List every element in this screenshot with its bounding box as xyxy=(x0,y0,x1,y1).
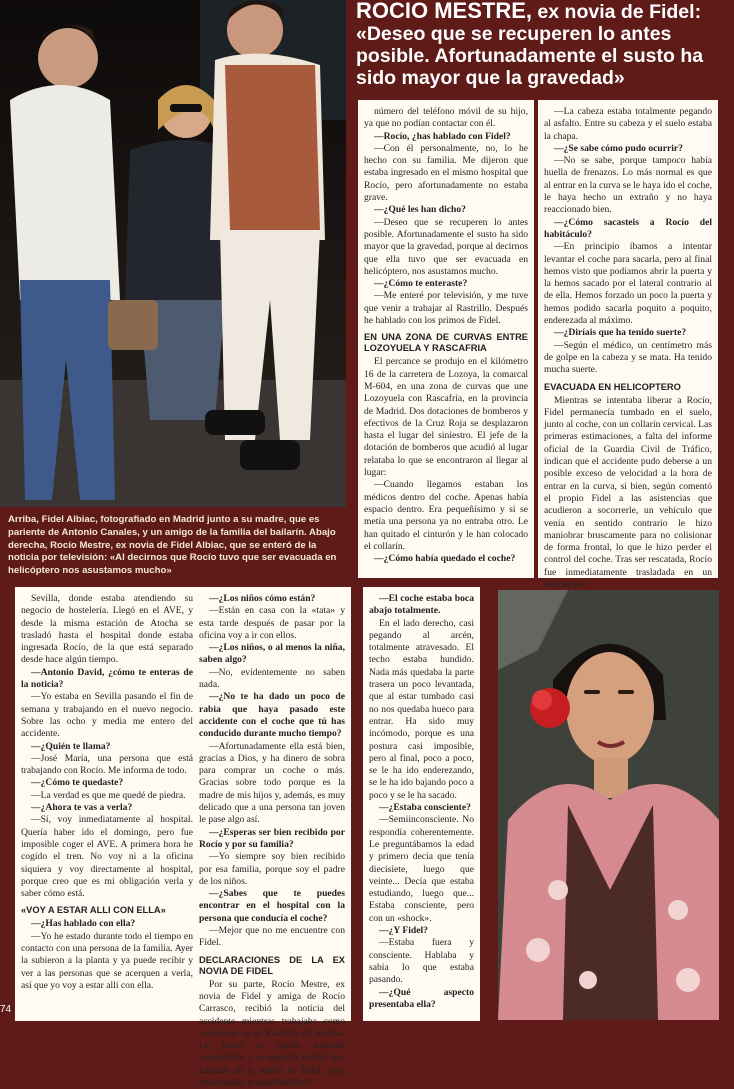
article-column-5 xyxy=(363,587,480,1021)
paragraph: —Deseo que se recuperen lo antes posible. Afortunadamente el susto ha sido mayor que la gravedad, porque al decirnos que ella tuvo que ser evacuada en helicóptero, nos asustamos mucho. xyxy=(364,216,528,277)
paragraph: —La verdad es que me quedé de piedra. xyxy=(31,789,186,801)
paragraph: —Con él personalmente, no, lo he hecho con su familia. Me dijeron que estaba ingresado en el mismo hospital que Rocío, pero afortunadamente no estaba grave. xyxy=(364,142,528,204)
article-column-1 xyxy=(358,100,534,578)
paragraph: —Me enteré por televisión, y me tuve que venir a trabajar al Rastrillo. Después he hablado con los primos de Fidel. xyxy=(364,290,528,327)
interview-question: —¿Y Fidel? xyxy=(379,925,428,937)
article-column-3 xyxy=(15,587,199,1021)
paragraph: —Cuando llegamos estaban los médicos dentro del coche. Apenas había espacio dentro. Era pequeñísimo y si se metía una persona ya no entraba otro. Le han quitado el cinturón y le han colocado el collarín. xyxy=(364,479,528,552)
interview-question: —¿Qué aspecto presentaba ella? xyxy=(369,986,474,1010)
paragraph: —Mejor que no me encuentre con Fidel. xyxy=(199,925,345,949)
article-headline xyxy=(356,0,728,96)
interview-question: —¿Se sabe cómo pudo ocurrir? xyxy=(554,142,683,154)
paragraph: —Semiinconsciente. No respondía coherentemente. Le preguntábamos la edad y primero decía que tenía diecisiete, luego que veinte... Decía que estaba estudiando, luego que... Estaba consciente, pero con un «shock». xyxy=(369,814,474,924)
paragraph: número del teléfono móvil de su hijo, ya que no podían contactar con él. xyxy=(364,106,528,130)
interview-question: —¿Cómo sacasteis a Rocío del habitáculo? xyxy=(544,216,712,240)
paragraph: —Estaba fuera y consciente. Hablaba y sabía lo que estaba pasando. xyxy=(369,937,474,986)
paragraph: —Según el médico, un centímetro más de golpe en la cabeza y se mata. Ha tenido mucha suerte. xyxy=(544,339,712,376)
photo-rocio-illustration xyxy=(498,590,719,1020)
photo-fidel-illustration xyxy=(0,0,346,507)
interview-question: —El coche estaba boca abajo totalmente. xyxy=(369,593,474,617)
interview-question: —¿Estaba consciente? xyxy=(379,802,471,814)
interview-question: —¿Qué les han dicho? xyxy=(374,204,466,216)
interview-question: —¿Esperas ser bien recibido por Rocío y por su familia? xyxy=(199,826,345,850)
paragraph: —No, evidentemente no saben nada. xyxy=(199,666,345,691)
paragraph: —José María, una persona que está trabajando con Rocío. Me informa de todo. xyxy=(21,752,193,777)
headline-subject: ex novia de Fidel: xyxy=(532,1,702,23)
section-heading: EN UNA ZONA DE CURVAS ENTRE LOZOYUELA Y RASCAFRIA xyxy=(364,332,528,354)
interview-question: —¿Has hablado con ella? xyxy=(31,918,136,930)
headline-name: ROCIO MESTRE, xyxy=(356,0,533,23)
interview-question: —¿Diríais que ha tenido suerte? xyxy=(554,327,687,339)
interview-question: —¿Quién te llama? xyxy=(31,740,111,752)
photo-rocio-mestre xyxy=(498,590,719,1020)
interview-question: —¿Cómo te quedaste? xyxy=(31,777,124,789)
interview-question: —Rocío, ¿has hablado con Fidel? xyxy=(374,130,511,142)
paragraph: —Yo estaba en Sevilla pasando el fin de semana y trabajando en el nuevo negocio. Sobre las ocho y media me entero del accidente. xyxy=(21,691,193,740)
interview-question: —Antonio David, ¿cómo te enteras de la noticia? xyxy=(21,666,193,691)
paragraph: —Sí, voy inmediatamente al hospital. Quería haber ido el domingo, pero fue imposible coger el AVE. A primera hora he cogido el tren. No voy ni a la oficina siquiera y voy directamente al hospital, porque creo que es mi obligación verla y saber cómo está. xyxy=(21,814,193,900)
section-heading: EVACUADA EN HELICOPTERO xyxy=(544,381,681,392)
paragraph: Mientras se intentaba liberar a Rocío, Fidel permanecía tumbado en el suelo, junto al coche, con un collarín cervical. Las primeras estimaciones, a falta del informe oficial de la Guardia Civil de Tráfico, indican que el accidente pudo deberse a un posible exceso de velocidad a la hora de entrar en la curva, si bien, según comentó el propio Fidel a las asistencias que acudieron a socorrerle, un vehículo que venía en sentido contrario le hizo maniobrar bruscamente para no colisionar de forma frontal, lo que le hizo perder el control del coche. Tras ser rescatada, Rocío fue inmediatamente trasladada en un helicóptero xyxy=(544,394,712,590)
headline-quote: «Deseo que se recuperen lo antes posible. Afortunadamente el susto ha sido mayor que la gravedad» xyxy=(356,23,704,89)
paragraph: —En principio íbamos a intentar levantar el coche para sacarla, pero al final hemos visto que podíamos abrir la puerta y la hemos sacado por el lateral contrario al de ella. Hemos forzado un poco la puerta y hemos podido sacarla poquito a poquito, enderezada al máximo. xyxy=(544,241,712,327)
page-number: 74 xyxy=(0,1004,12,1015)
photo-fidel-albiac-with-mother xyxy=(0,0,346,507)
photo-caption: Arriba, Fidel Albiac, fotografiado en Madrid junto a su madre, que es pariente de Antonio Canales, y un amigo de la familia del bailarín. Abajo derecha, Rocío Mestre, ex novia de Fidel Albiac, que se enteró de la noticia por televisión: «Al decirnos que Rocío tuvo que ser evacuada en helicóptero nos asustamos mucho» xyxy=(8,514,337,577)
section-heading: «VOY A ESTAR ALLI CON ELLA» xyxy=(21,905,166,916)
paragraph: Por su parte, Rocío Mestre, ex novia de Fidel y amiga de Rocío Carrasco, recibió la noticia del accidente mientras trabajaba como voluntaria en el Rastrillo de Sevilla. La joven se quedó bastante sorprendida y en seguida recibió una llamada de la madre de Fidel, muy preocupada, preguntándole el xyxy=(199,978,345,1088)
paragraph: —La cabeza estaba totalmente pegando al asfalto. Entre su cabeza y el suelo estaba la chapa. xyxy=(544,106,712,142)
section-heading: DECLARACIONES DE LA EX NOVIA DE FIDEL xyxy=(199,954,345,976)
interview-question: —¿Los niños, o al menos la niña, saben algo? xyxy=(199,642,345,666)
paragraph: El percance se produjo en el kilómetro 16 de la carretera de Lozoya, la comarcal M-604, en una zona de curvas que une Lozoyuela con Rascafría, en la provincia de Madrid. Dos dotaciones de bomberos y efectivos de la Cruz Roja se desplazaron hasta el lugar del siniestro. El jefe de la dotación de bomberos que acudió al lugar relataba lo que se encontraron al llegar al lugar: xyxy=(364,356,528,479)
paragraph: Sevilla, donde estaba atendiendo su negocio de hostelería. Llegó en el AVE, y desde la misma estación de Atocha se trasladó hasta el hospital donde estaba ingresada Rocío, de la que está separado desde hace algún tiempo. xyxy=(21,593,193,666)
paragraph: —Yo he estado durante todo el tiempo en contacto con una persona de la familia. Ayer la subieron a la planta y ya puede recibir y ver a las personas que se acerquen a verla, así que yo voy a estar allí con ella. xyxy=(21,930,193,991)
interview-question: —¿Los niños cómo están? xyxy=(209,593,316,604)
article-column-2 xyxy=(538,100,718,590)
paragraph: —Yo siempre soy bien recibido por esa familia, porque soy el padre de los niños. xyxy=(199,851,345,887)
interview-question: —¿Sabes que te puedes encontrar en el hospital con la persona que conducía el coche? xyxy=(199,888,345,924)
paragraph: En el lado derecho, casi pegando al arcén, totalmente atravesado. El techo estaba hundido. Nada más quedaba la parte trasera un poco levantada, que al estar tumbado casi no nos quedaba hueco para entrar. Ha sido muy incómodo, porque es una postura casi imposible, pero al final, poco a poco, se le ha ido enderezando, se le ha ido bajando poco a poco y se le ha sacado. xyxy=(369,617,474,801)
paragraph: —No se sabe, porque tampoco había huella de frenazos. Lo más normal es que al entrar en la curva se le haya ido el coche, le haya hecho un extraño y no haya reaccionado bien. xyxy=(544,155,712,216)
paragraph: —Afortunadamente ella está bien, gracias a Dios, y ha dinero de sobra para comprar un coche o más. Gracias sobre todo porque es la madre de mis hijos y, además, es muy delicado que a una persona tan joven le pase algo así. xyxy=(199,740,345,826)
interview-question: —¿No te ha dado un poco de rabia que haya pasado este accidente con el coche que tú has conducido durante mucho tiempo? xyxy=(199,691,345,740)
interview-question: —¿Ahora te vas a verla? xyxy=(31,802,133,814)
article-column-4 xyxy=(193,587,351,1088)
interview-question: —¿Cómo te enteraste? xyxy=(374,278,468,290)
paragraph: —Están en casa con la «tata» y esta tarde después de pasar por la oficina voy a ir con ellos. xyxy=(199,605,345,641)
interview-question: —¿Cómo había quedado el coche? xyxy=(374,553,516,565)
